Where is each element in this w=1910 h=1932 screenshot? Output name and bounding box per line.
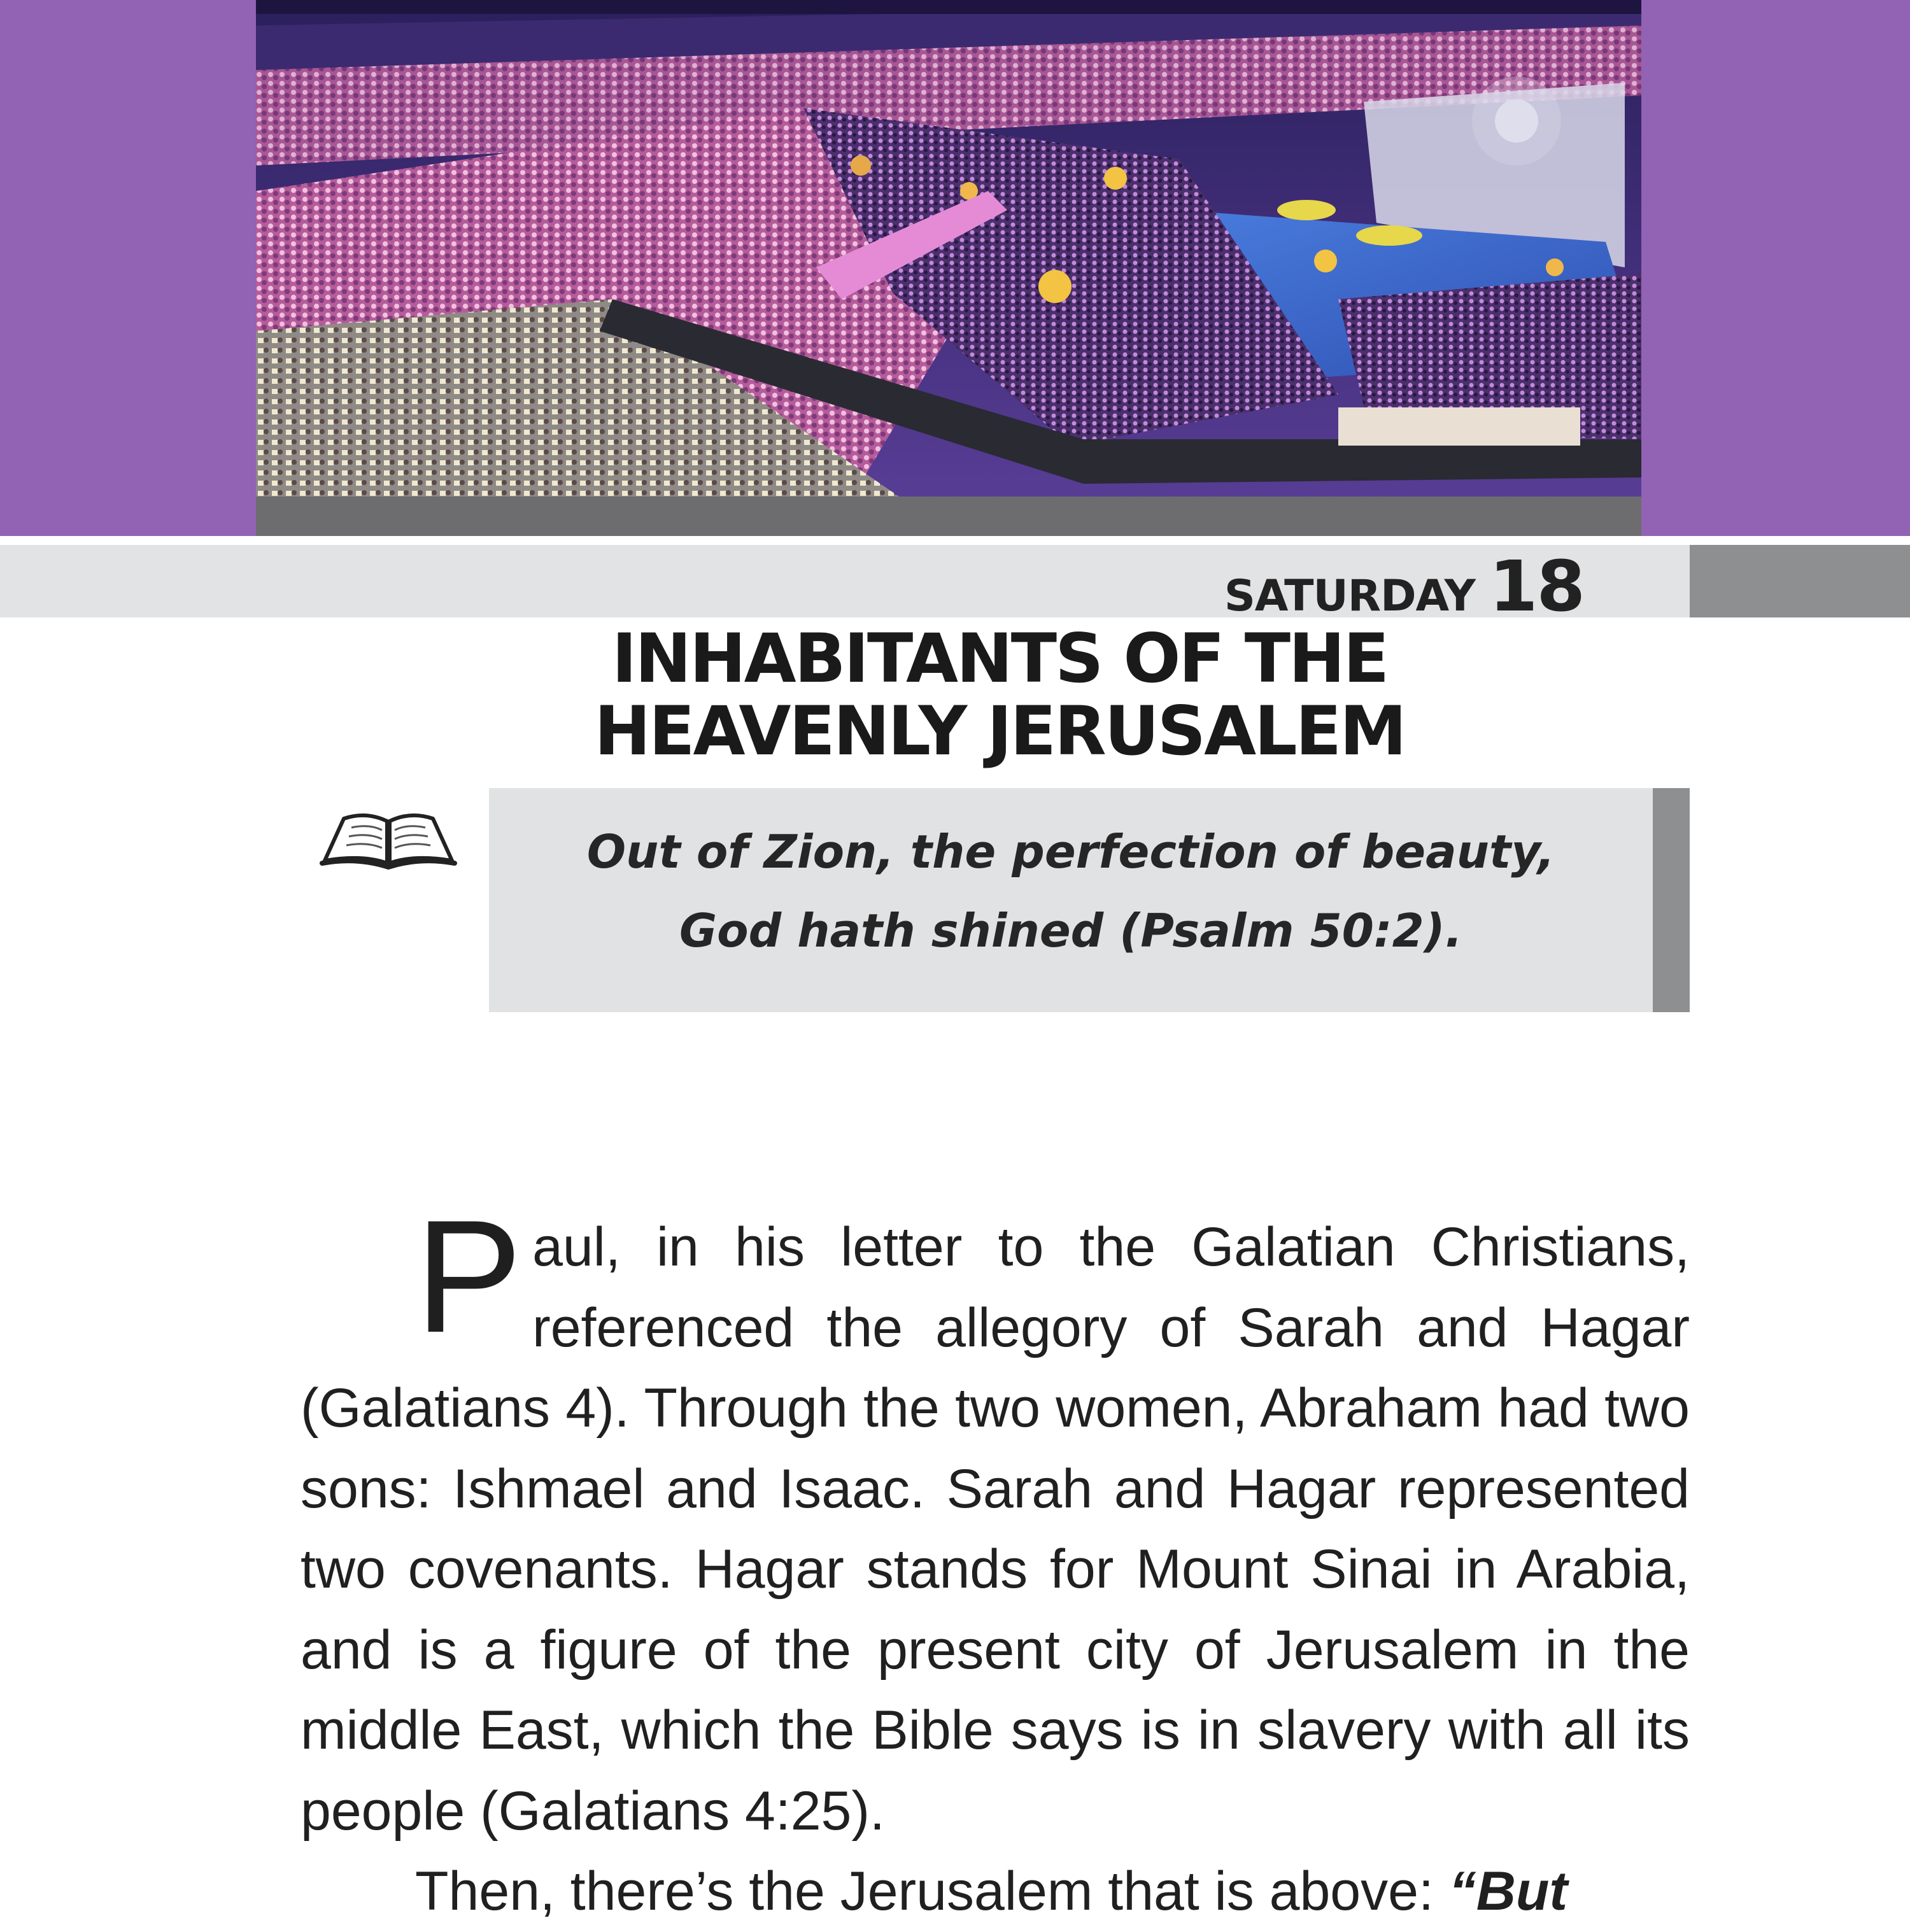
scripture-line-1: Out of Zion, the perfection of beauty, [586, 825, 1555, 878]
paragraph-1 [301, 1187, 1690, 1851]
date-bar-accent [1690, 545, 1910, 617]
arena-illustration [256, 0, 1641, 536]
day-number: 18 [1489, 546, 1584, 627]
scripture-box-accent [1653, 788, 1690, 1012]
paragraph-1-text: aul, in his letter to the Galatian Christians, referenced the allegory of Sarah and Hagar (Galatians 4). Through the two women, Abraham had two sons: Ishmael and Isaac. Sarah and Hagar represented two covenants. Hagar stands for Mount Sinai in Arabia, and is a figure of the present city of Jerusalem in the middle East, which the Bible says is in slavery with all its people (Galatians 4:25). [301, 1216, 1690, 1842]
drop-cap: P [415, 1187, 523, 1366]
date-label [1224, 545, 1584, 627]
weekday: SATURDAY [1224, 571, 1475, 621]
page-title [407, 619, 1592, 770]
hero-banner [0, 0, 1910, 536]
article-body [301, 1187, 1690, 1932]
scripture-line-2: God hath shined (Psalm 50:2). [679, 904, 1462, 957]
paragraph-2-text: Then, there’s the Jerusalem that is above: [415, 1861, 1449, 1922]
paragraph-2 [301, 1851, 1690, 1932]
title-line-1: INHABITANTS OF THE [611, 619, 1388, 698]
scripture-text [489, 812, 1653, 970]
hero-divider [0, 536, 1910, 544]
title-line-2: HEAVENLY JERUSALEM [594, 692, 1405, 770]
arena-photo [256, 0, 1641, 536]
paragraph-2-quote: “But [1448, 1861, 1568, 1922]
open-bible-icon [318, 800, 458, 870]
